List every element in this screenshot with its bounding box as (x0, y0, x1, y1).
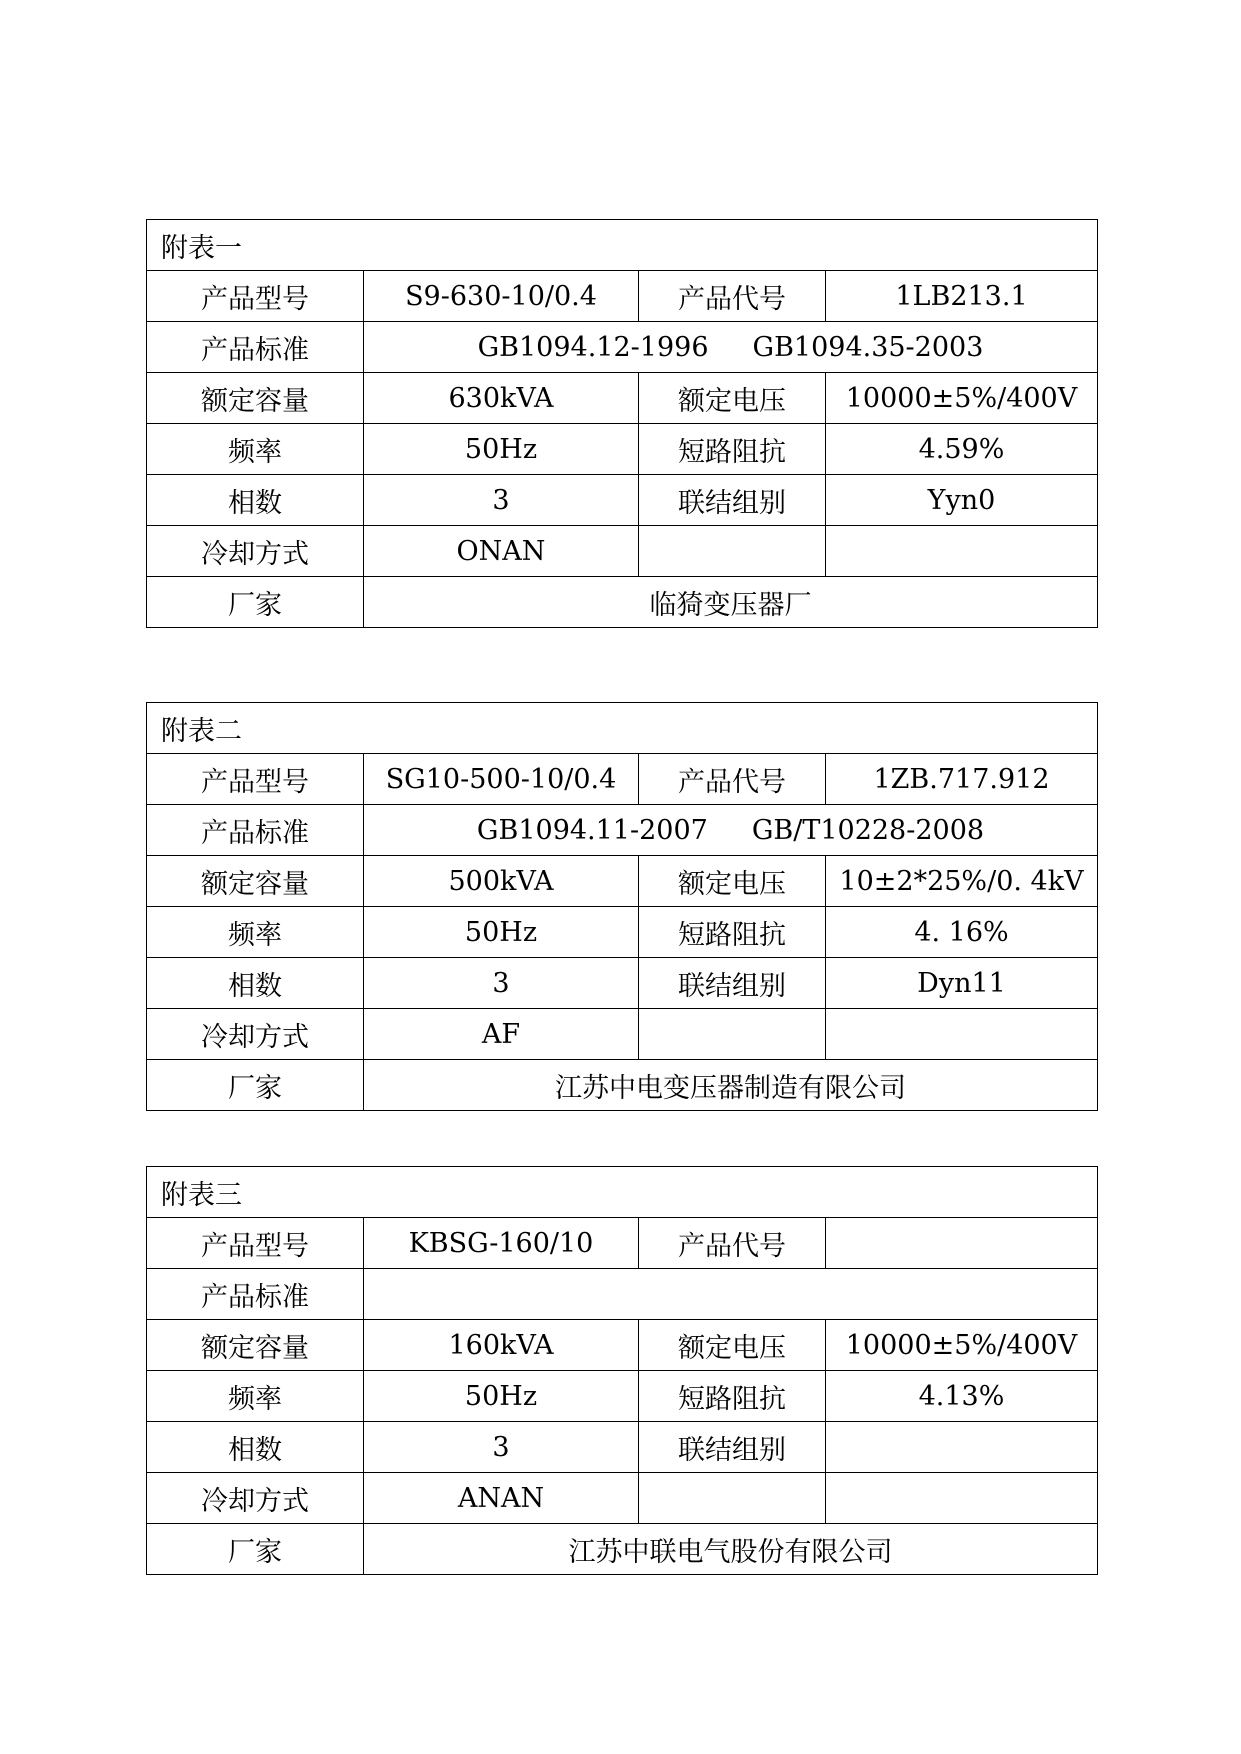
value-frequency: 50Hz (364, 907, 639, 958)
label-capacity: 额定容量 (147, 856, 364, 907)
spec-table-3 (146, 1166, 1098, 1575)
value-cooling: ANAN (364, 1473, 639, 1524)
label-manufacturer: 厂家 (147, 1060, 364, 1111)
value-manufacturer: 临猗变压器厂 (364, 577, 1098, 628)
value-phases: 3 (364, 1422, 639, 1473)
value-model: S9-630-10/0.4 (364, 271, 639, 322)
value-voltage: 10000±5%/400V (826, 373, 1098, 424)
label-connection: 联结组别 (639, 1422, 826, 1473)
value-capacity: 500kVA (364, 856, 639, 907)
value-code (826, 1218, 1098, 1269)
label-manufacturer: 厂家 (147, 577, 364, 628)
value-cooling: AF (364, 1009, 639, 1060)
label-standard: 产品标准 (147, 1269, 364, 1320)
label-phases: 相数 (147, 1422, 364, 1473)
table-caption: 附表一 (147, 220, 1098, 271)
label-cooling: 冷却方式 (147, 526, 364, 577)
value-connection: Dyn11 (826, 958, 1098, 1009)
empty-cell (639, 1473, 826, 1524)
value-impedance: 4. 16% (826, 907, 1098, 958)
label-model: 产品型号 (147, 1218, 364, 1269)
value-voltage: 10±2*25%/0. 4kV (826, 856, 1098, 907)
value-voltage: 10000±5%/400V (826, 1320, 1098, 1371)
value-model: KBSG-160/10 (364, 1218, 639, 1269)
value-impedance: 4.59% (826, 424, 1098, 475)
spec-table-1 (146, 219, 1098, 628)
empty-cell (639, 526, 826, 577)
value-code: 1LB213.1 (826, 271, 1098, 322)
value-standard (364, 1269, 1098, 1320)
standard-1: GB1094.11-2007 (476, 814, 708, 846)
value-connection (826, 1422, 1098, 1473)
label-frequency: 频率 (147, 424, 364, 475)
label-standard: 产品标准 (147, 805, 364, 856)
value-frequency: 50Hz (364, 424, 639, 475)
value-phases: 3 (364, 475, 639, 526)
value-standard (364, 322, 1098, 373)
empty-cell (826, 1009, 1098, 1060)
value-frequency: 50Hz (364, 1371, 639, 1422)
table-caption: 附表三 (147, 1167, 1098, 1218)
value-capacity: 630kVA (364, 373, 639, 424)
value-manufacturer: 江苏中联电气股份有限公司 (364, 1524, 1098, 1575)
standard-2: GB1094.35-2003 (752, 331, 984, 363)
label-capacity: 额定容量 (147, 1320, 364, 1371)
value-model: SG10-500-10/0.4 (364, 754, 639, 805)
label-voltage: 额定电压 (639, 856, 826, 907)
standard-1: GB1094.12-1996 (477, 331, 709, 363)
label-cooling: 冷却方式 (147, 1009, 364, 1060)
label-code: 产品代号 (639, 754, 826, 805)
label-frequency: 频率 (147, 1371, 364, 1422)
value-code: 1ZB.717.912 (826, 754, 1098, 805)
label-voltage: 额定电压 (639, 1320, 826, 1371)
table-caption: 附表二 (147, 703, 1098, 754)
label-voltage: 额定电压 (639, 373, 826, 424)
value-cooling: ONAN (364, 526, 639, 577)
label-model: 产品型号 (147, 754, 364, 805)
label-phases: 相数 (147, 958, 364, 1009)
value-capacity: 160kVA (364, 1320, 639, 1371)
label-code: 产品代号 (639, 1218, 826, 1269)
label-connection: 联结组别 (639, 958, 826, 1009)
label-standard: 产品标准 (147, 322, 364, 373)
label-manufacturer: 厂家 (147, 1524, 364, 1575)
label-model: 产品型号 (147, 271, 364, 322)
label-code: 产品代号 (639, 271, 826, 322)
empty-cell (826, 526, 1098, 577)
value-impedance: 4.13% (826, 1371, 1098, 1422)
value-manufacturer: 江苏中电变压器制造有限公司 (364, 1060, 1098, 1111)
label-cooling: 冷却方式 (147, 1473, 364, 1524)
label-impedance: 短路阻抗 (639, 907, 826, 958)
label-connection: 联结组别 (639, 475, 826, 526)
value-standard (364, 805, 1098, 856)
label-phases: 相数 (147, 475, 364, 526)
label-impedance: 短路阻抗 (639, 1371, 826, 1422)
label-frequency: 频率 (147, 907, 364, 958)
spec-table-2 (146, 702, 1098, 1111)
value-connection: Yyn0 (826, 475, 1098, 526)
label-impedance: 短路阻抗 (639, 424, 826, 475)
empty-cell (639, 1009, 826, 1060)
standard-2: GB/T10228-2008 (751, 814, 985, 846)
value-phases: 3 (364, 958, 639, 1009)
empty-cell (826, 1473, 1098, 1524)
label-capacity: 额定容量 (147, 373, 364, 424)
